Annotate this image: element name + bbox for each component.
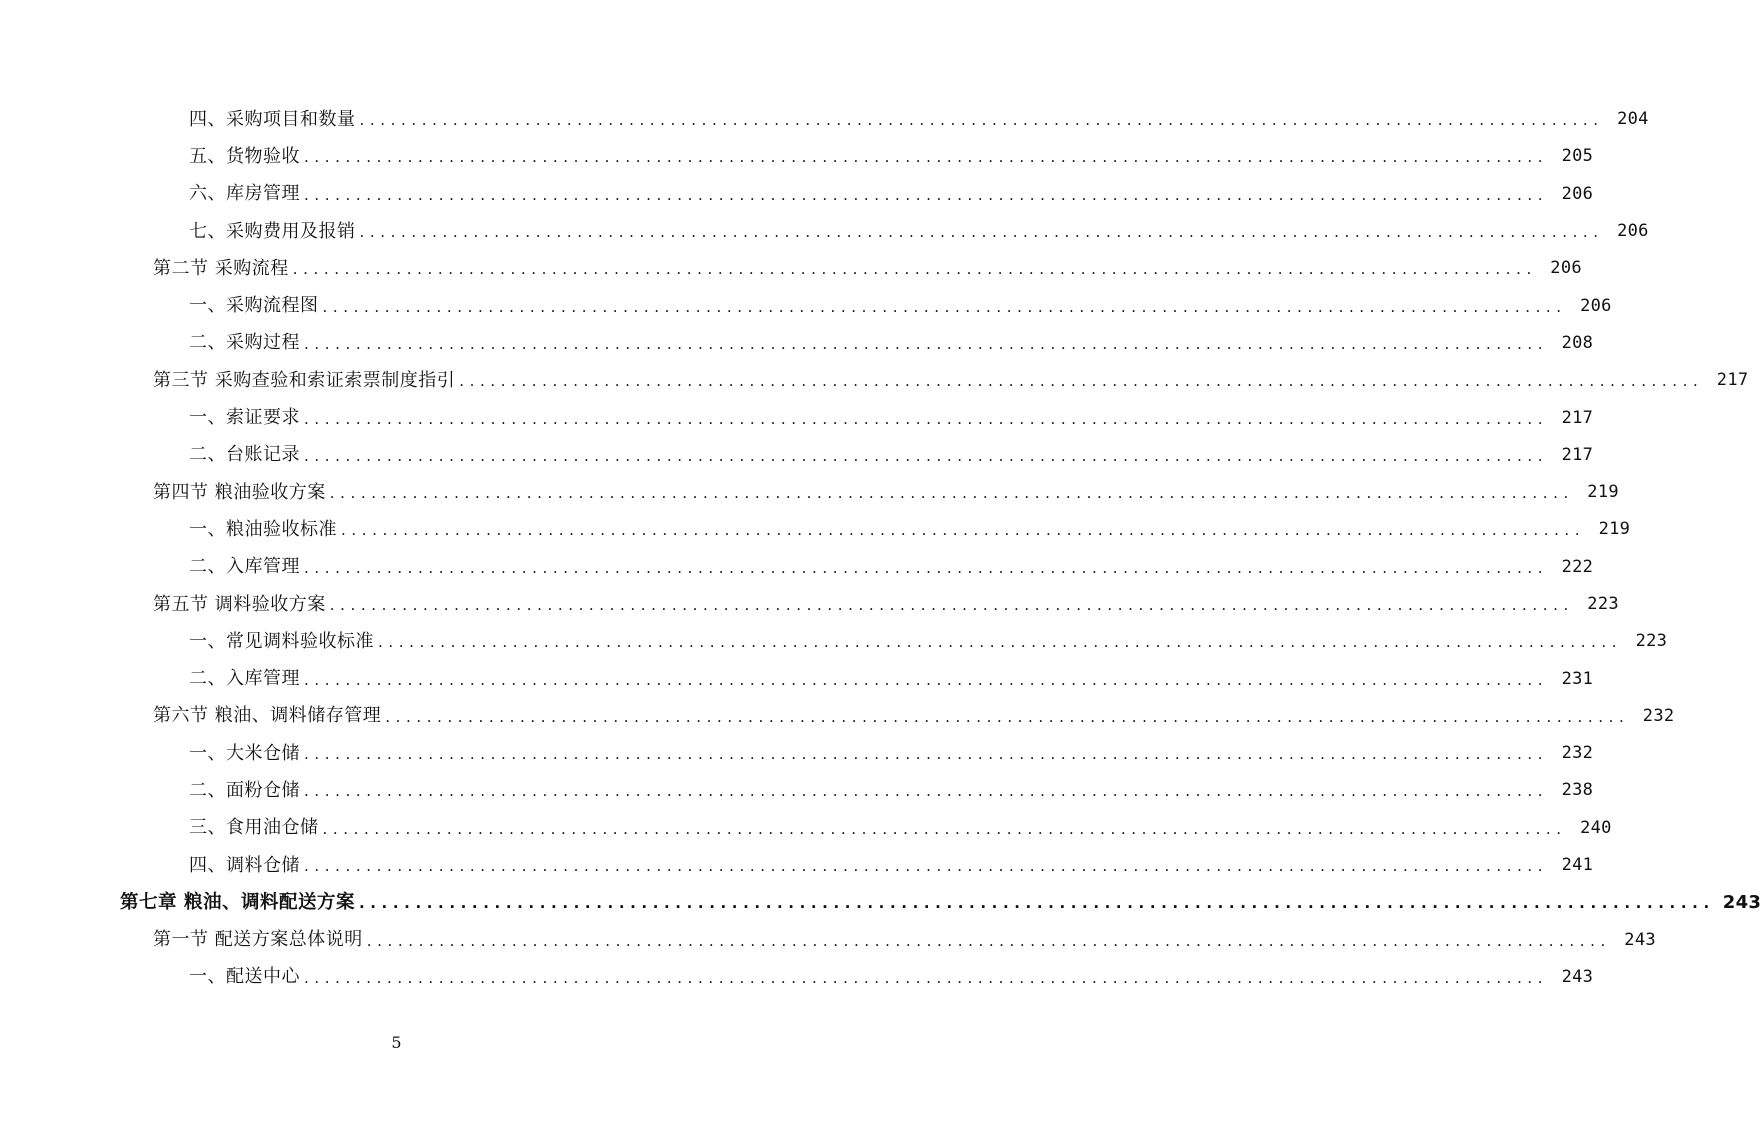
toc-entry-page: 206 xyxy=(1561,183,1594,204)
toc-entry-title: 七、采购费用及报销 xyxy=(189,220,356,242)
dot-leader: ........................................................................................................................ xyxy=(304,148,1549,167)
toc-entry-page: 238 xyxy=(1561,780,1594,801)
toc-entry-item[interactable] xyxy=(0,772,1594,809)
toc-entry-page: 204 xyxy=(1617,109,1649,130)
toc-entry-title: 二、入库管理 xyxy=(189,556,300,578)
toc-entry-title: 一、常见调料验收标准 xyxy=(189,630,374,652)
toc-entry-page: 219 xyxy=(1587,482,1619,503)
dot-leader: ........................................................................................................................ xyxy=(304,745,1549,764)
toc-entry-page: 231 xyxy=(1561,668,1594,689)
toc-entry-item[interactable] xyxy=(0,549,1594,586)
toc-entry-page: 243 xyxy=(1624,929,1656,950)
dot-leader: ........................................................................................................................ xyxy=(385,707,1630,726)
dot-leader: ........................................................................................................................ xyxy=(459,372,1704,391)
toc-entry-title: 一、采购流程图 xyxy=(189,295,319,317)
toc-entry-page: 217 xyxy=(1716,370,1749,391)
toc-entry-title: 一、大米仓储 xyxy=(189,742,300,764)
dot-leader: ........................................................................................................................ xyxy=(329,484,1574,503)
toc-entry-page: 208 xyxy=(1561,332,1594,353)
toc-entry-page: 219 xyxy=(1598,519,1631,540)
toc-entry-page: 223 xyxy=(1587,594,1619,614)
toc-entry-item[interactable] xyxy=(0,325,1594,362)
toc-entry-section[interactable] xyxy=(0,250,1582,287)
dot-leader: ........................................................................................................................ xyxy=(304,446,1549,465)
toc-entry-title: 二、台账记录 xyxy=(189,444,300,466)
toc-entry-page: 223 xyxy=(1635,631,1668,652)
toc-entry-page: 240 xyxy=(1580,817,1612,838)
toc-entry-item[interactable] xyxy=(0,810,1612,847)
toc-entry-section[interactable] xyxy=(0,698,1675,735)
toc-entry-title: 五、货物验收 xyxy=(189,145,300,167)
toc-entry-title: 第四节 粮油验收方案 xyxy=(153,481,326,503)
toc-entry-item[interactable] xyxy=(0,437,1594,474)
toc-entry-title: 第七章 粮油、调料配送方案 xyxy=(120,891,355,913)
toc-entry-title: 第一节 配送方案总体说明 xyxy=(153,929,363,951)
toc-entry-page: 241 xyxy=(1561,855,1594,876)
toc-entry-title: 第二节 采购流程 xyxy=(153,257,289,279)
toc-entry-section[interactable] xyxy=(0,922,1656,959)
toc-entry-item[interactable] xyxy=(0,176,1594,213)
toc-entry-item[interactable] xyxy=(0,660,1594,697)
toc-entry-title: 二、入库管理 xyxy=(189,668,300,690)
dot-leader: ........................................................................................................................ xyxy=(322,297,1567,316)
toc-entry-title: 六、库房管理 xyxy=(189,183,300,205)
toc-entry-title: 一、粮油验收标准 xyxy=(189,518,337,540)
dot-leader: ........................................................................................................................ xyxy=(341,521,1586,540)
toc-entry-page: 217 xyxy=(1561,444,1594,465)
toc-entry-title: 三、食用油仓储 xyxy=(189,817,319,839)
toc-entry-item[interactable] xyxy=(0,511,1631,548)
toc-entry-page: 243 xyxy=(1561,966,1594,987)
toc-entry-item[interactable] xyxy=(0,623,1668,660)
dot-leader: ........................................................................................................................ xyxy=(358,894,1715,913)
dot-leader: ........................................................................................................................ xyxy=(322,819,1567,838)
toc-entry-section[interactable] xyxy=(0,586,1619,623)
dot-leader: ........................................................................................................................ xyxy=(329,596,1574,614)
dot-leader: ........................................................................................................................ xyxy=(359,223,1604,242)
toc-entry-section[interactable] xyxy=(0,362,1749,399)
toc-entry-title: 二、面粉仓储 xyxy=(189,779,300,801)
toc-entry-item[interactable] xyxy=(0,959,1594,996)
toc-entry-title: 一、配送中心 xyxy=(189,966,300,988)
toc-entry-item[interactable] xyxy=(0,101,1649,138)
dot-leader: ........................................................................................................................ xyxy=(304,558,1549,577)
dot-leader: ........................................................................................................................ xyxy=(304,185,1549,204)
dot-leader: ........................................................................................................................ xyxy=(304,968,1549,987)
toc-entry-page: 232 xyxy=(1642,705,1675,726)
dot-leader: ........................................................................................................................ xyxy=(304,782,1549,801)
toc-entry-page: 217 xyxy=(1561,407,1594,428)
toc-entry-title: 二、采购过程 xyxy=(189,332,300,354)
dot-leader: ........................................................................................................................ xyxy=(378,633,1623,652)
toc-entry-item[interactable] xyxy=(0,138,1594,175)
toc-entry-title: 四、采购项目和数量 xyxy=(189,108,356,130)
toc-entry-title: 第三节 采购查验和索证索票制度指引 xyxy=(153,369,456,391)
toc-entry-item[interactable] xyxy=(0,287,1612,324)
dot-leader: ........................................................................................................................ xyxy=(366,931,1611,950)
toc-entry-page: 206 xyxy=(1580,295,1612,316)
dot-leader: ........................................................................................................................ xyxy=(304,409,1549,428)
toc-entry-chapter[interactable] xyxy=(0,884,1761,921)
toc-entry-item[interactable] xyxy=(0,847,1594,884)
dot-leader: ........................................................................................................................ xyxy=(359,111,1604,130)
toc-entry-page: 206 xyxy=(1617,221,1649,242)
toc-entry-title: 四、调料仓储 xyxy=(189,854,300,876)
toc-entry-page: 232 xyxy=(1561,743,1594,764)
toc-entry-section[interactable] xyxy=(0,474,1619,511)
toc-entry-page: 205 xyxy=(1561,146,1594,167)
dot-leader: ........................................................................................................................ xyxy=(304,334,1549,353)
toc-entry-item[interactable] xyxy=(0,213,1649,250)
toc-entry-title: 第五节 调料验收方案 xyxy=(153,593,326,615)
toc-entry-item[interactable] xyxy=(0,399,1594,436)
dot-leader: ........................................................................................................................ xyxy=(292,260,1537,279)
page-number: 5 xyxy=(391,1033,402,1052)
table-of-contents xyxy=(0,101,1761,996)
dot-leader: ........................................................................................................................ xyxy=(304,857,1549,876)
toc-entry-page: 243 xyxy=(1722,891,1761,913)
toc-entry-page: 206 xyxy=(1550,258,1582,279)
toc-entry-title: 第六节 粮油、调料储存管理 xyxy=(153,705,382,727)
toc-entry-item[interactable] xyxy=(0,735,1594,772)
toc-entry-title: 一、索证要求 xyxy=(189,407,300,429)
dot-leader: ........................................................................................................................ xyxy=(304,670,1549,689)
toc-entry-page: 222 xyxy=(1561,556,1594,577)
